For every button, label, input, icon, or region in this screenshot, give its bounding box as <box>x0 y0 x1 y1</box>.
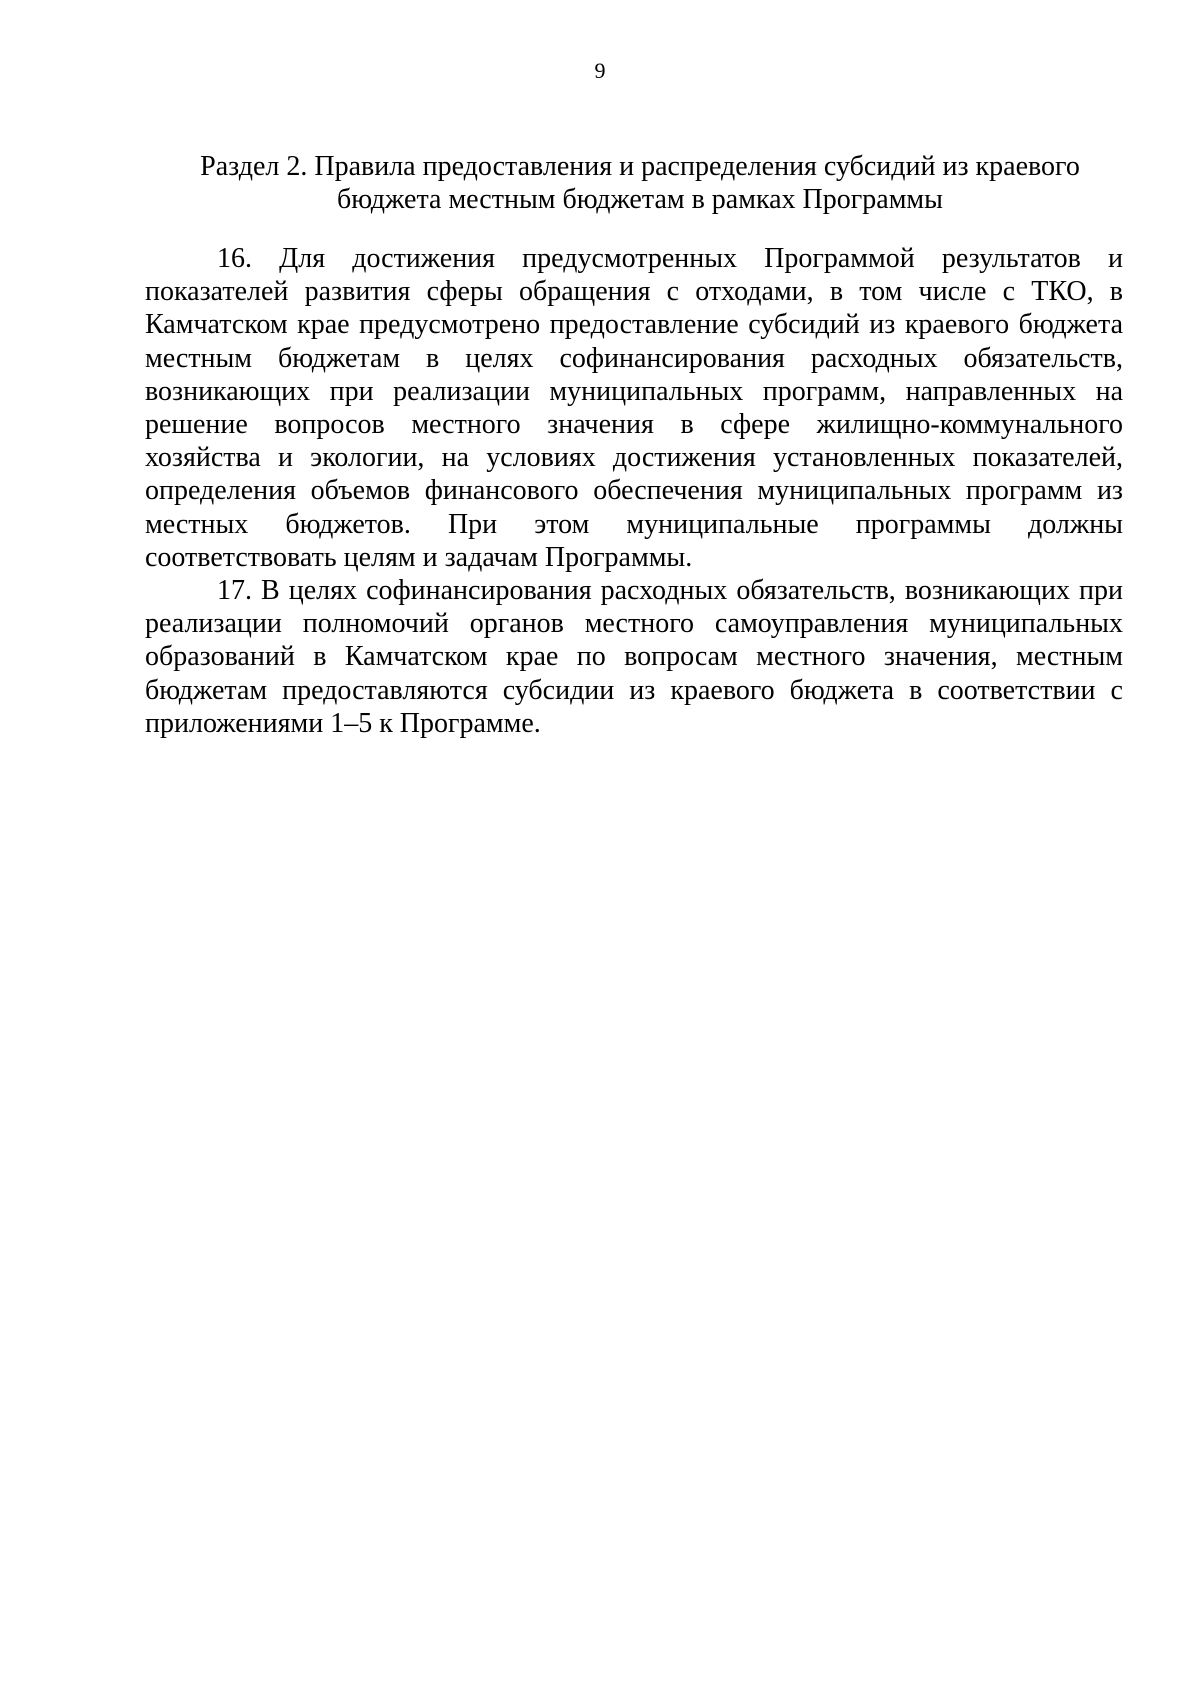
paragraph-17: 17. В целях софинансирования расходных обязательств, возникающих при реализации полномочий органов местного самоуправления муниципальных образований в Камчатском крае по вопросам местного значения, местным бюджетам предоставляются субсидии из краевого бюджета в соответствии с приложениями 1–5 к Программе. <box>145 575 1123 739</box>
section-title-line-2: бюджета местным бюджетам в рамках Программы <box>337 184 943 215</box>
section-title <box>160 150 1120 216</box>
page-number: 9 <box>594 58 606 83</box>
document-body <box>145 242 1123 740</box>
paragraph-16: 16. Для достижения предусмотренных Программой результатов и показателей развития сферы обращения с отходами, в том числе с ТКО, в Камчатском крае предусмотрено предоставление субсидий из краевого бюджета местным бюджетам в целях софинансирования расходных обязательств, возникающих при реализации муниципальных программ, направленных на решение вопросов местного значения в сфере жилищно-коммунального хозяйства и экологии, на условиях достижения установленных показателей, определения объемов финансового обеспечения муниципальных программ из местных бюджетов. При этом муниципальные программы должны соответствовать целям и задачам Программы. <box>145 243 1123 573</box>
section-title-line-1: Раздел 2. Правила предоставления и распределения субсидий из краевого <box>200 151 1080 182</box>
